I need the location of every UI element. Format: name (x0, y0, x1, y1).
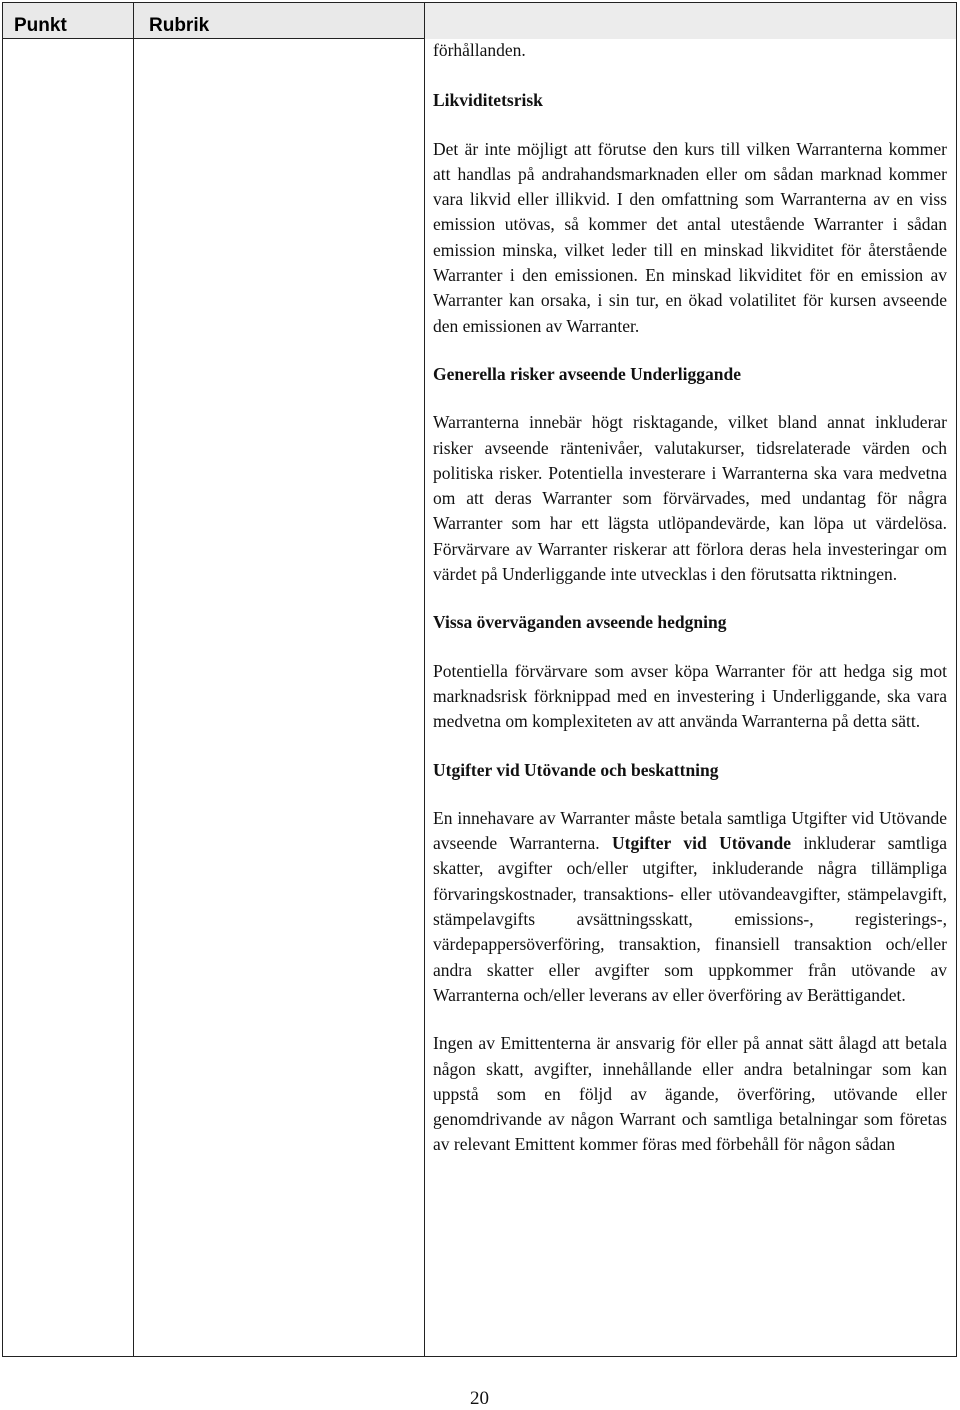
table-header-content-cell (424, 3, 956, 39)
utgifter-text-b: inkluderar samtliga skatter, avgifter och/eller utgifter, inkluderande några tillämpliga förvaringskostnader, transaktions- eller utövandeavgifter, stämpelavgift, stämpelavgifts avsättningsskatt, emissions-, registerings-, värdepappersöverföring, transaktion, finansiell transaktion och/eller andra skatter eller avgifter som uppkommer från utövande av Warranterna och/eller leverans av eller överföring av Berättigandet. (433, 833, 947, 1005)
section-paragraph-ansvar: Ingen av Emittenterna är ansvarig för eller på annat sätt ålagd att betala någon skatt, avgifter, innehållande eller andra betalningar som kan uppstå som en följd av ägande, överföring, utövande eller genomdrivande av någon Warrant och samtliga betalningar som företas av relevant Emittent kommer föras med förbehåll för någon sådan (433, 1033, 947, 1155)
section-heading-utgifter: Utgifter vid Utövande och beskattning (433, 759, 719, 780)
section-heading-generella-risker: Generella risker avseende Underliggande (433, 363, 742, 384)
column-divider (133, 3, 134, 1356)
section-heading-hedgning: Vissa överväganden avseende hedgning (433, 612, 727, 633)
section-paragraph-utgifter (433, 806, 947, 1008)
section-paragraph-hedgning: Potentiella förvärvare som avser köpa Warranter för att hedga sig mot marknadsrisk förknippad med en investering i Underliggande, ska vara medvetna om komplexiteten av att använda Warranterna på detta sätt. (433, 660, 947, 732)
header-rubrik: Rubrik (149, 15, 210, 36)
header-punkt: Punkt (14, 15, 67, 36)
column-divider (424, 3, 425, 1356)
section-heading-likviditetsrisk: Likviditetsrisk (433, 90, 543, 111)
document-content (433, 38, 947, 1181)
page-number: 20 (470, 1388, 489, 1409)
utgifter-term: Utgifter vid Utövande (612, 833, 792, 854)
intro-text: förhållanden. (433, 40, 526, 60)
section-paragraph-generella-risker: Warranterna innebär högt risktagande, vilket bland annat inkluderar risker avseende räntenivåer, valutakurser, tidsrelaterade värden och politiska risker. Potentiella investerare i Warranterna ska vara medvetna om att deras Warranter som förvärvades, med undantag för några Warranter som har ett lägsta utlöpandevärde, kan löpa ut värdelösa. Förvärvare av Warranter riskerar att förlora deras hela investeringar om värdet på Underliggande inte utvecklas i den förutsatta riktningen. (433, 412, 947, 585)
utgifter-text-a: En innehavare av Warranter måste betala samtliga Utgifter vid Utövande avseende Warranterna. (433, 807, 947, 854)
section-paragraph-likviditetsrisk: Det är inte möjligt att förutse den kurs till vilken Warranterna kommer att handlas på andrahandsmarknaden eller om sådan marknad kommer vara likvid eller illikvid. I den omfattning som Warranterna av en viss emission utövas, så kommer det antal utestående Warranter i sådan emission minska, vilket leder till en minskad likviditet för återstående Warranter i den emissionen. En minskad likviditet för en emission av Warranter kan orsaka, i sin tur, en ökad volatilitet för kursen avseende den emissionen av Warranter. (433, 138, 947, 336)
